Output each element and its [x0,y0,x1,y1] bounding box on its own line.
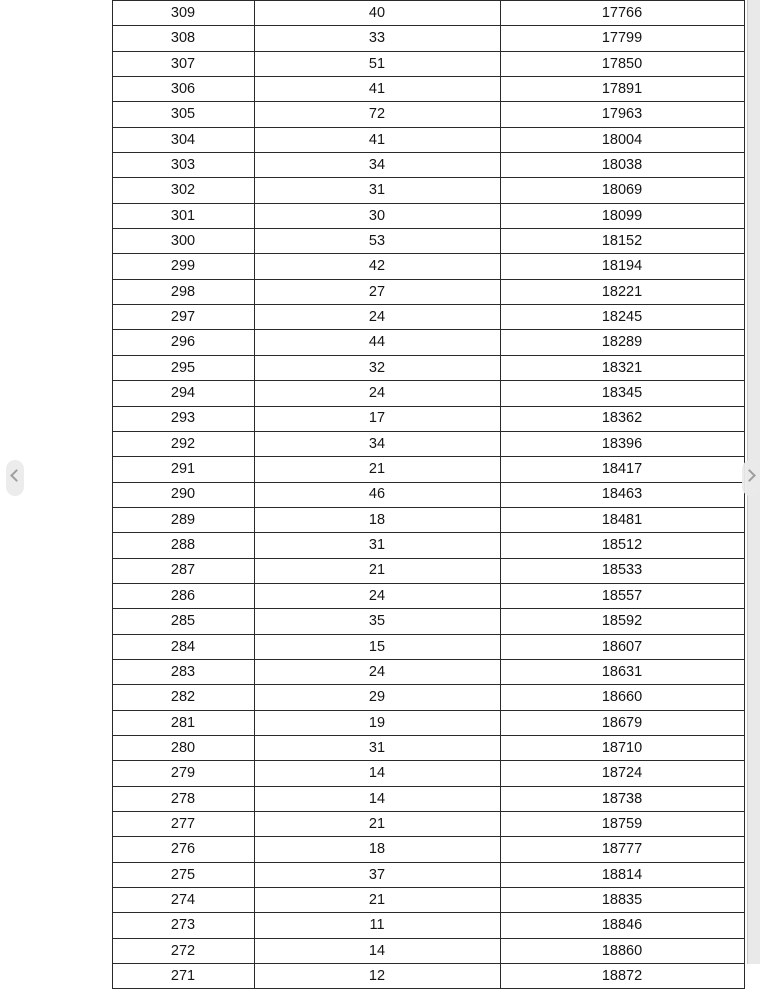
cumulative-cell: 18660 [500,685,744,710]
table-row [4,710,744,735]
cumulative-cell: 18860 [500,938,744,963]
score-cell: 280 [112,735,254,760]
table-row [4,330,744,355]
score-cell: 294 [112,381,254,406]
score-cell: 279 [112,761,254,786]
cumulative-cell: 18004 [500,127,744,152]
table-row [4,913,744,938]
count-cell: 19 [254,710,500,735]
count-cell: 14 [254,786,500,811]
cumulative-cell: 18724 [500,761,744,786]
row-margin-cell [4,812,112,837]
cumulative-cell: 18607 [500,634,744,659]
table-row [4,355,744,380]
row-margin-cell [4,710,112,735]
table-row [4,203,744,228]
score-cell: 287 [112,558,254,583]
cumulative-cell: 18759 [500,812,744,837]
score-cell: 284 [112,634,254,659]
count-cell: 17 [254,406,500,431]
cumulative-cell: 18152 [500,229,744,254]
row-margin-cell [4,431,112,456]
count-cell: 12 [254,964,500,989]
row-margin-cell [4,254,112,279]
row-margin-cell [4,786,112,811]
row-margin-cell [4,634,112,659]
count-cell: 51 [254,51,500,76]
table-row [4,964,744,989]
score-cell: 275 [112,862,254,887]
row-margin-cell [4,659,112,684]
table-row [4,254,744,279]
table-row [4,482,744,507]
row-margin-cell [4,381,112,406]
table-row [4,533,744,558]
cumulative-cell: 18289 [500,330,744,355]
cumulative-cell: 18417 [500,457,744,482]
table-row [4,1,744,26]
count-cell: 24 [254,305,500,330]
count-cell: 53 [254,229,500,254]
cumulative-cell: 18345 [500,381,744,406]
count-cell: 41 [254,127,500,152]
table-row [4,381,744,406]
row-margin-cell [4,1,112,26]
score-cell: 285 [112,609,254,634]
table-row [4,837,744,862]
cumulative-cell: 18512 [500,533,744,558]
row-margin-cell [4,609,112,634]
row-margin-cell [4,279,112,304]
score-cell: 286 [112,583,254,608]
count-cell: 14 [254,761,500,786]
score-cell: 306 [112,77,254,102]
count-cell: 14 [254,938,500,963]
count-cell: 31 [254,178,500,203]
score-cell: 271 [112,964,254,989]
score-cell: 277 [112,812,254,837]
table-row [4,888,744,913]
cumulative-cell: 18069 [500,178,744,203]
count-cell: 46 [254,482,500,507]
count-cell: 21 [254,457,500,482]
table-row [4,862,744,887]
chevron-right-icon [743,469,756,482]
table-row [4,786,744,811]
cumulative-cell: 18362 [500,406,744,431]
row-margin-cell [4,355,112,380]
score-cell: 299 [112,254,254,279]
score-cell: 296 [112,330,254,355]
cumulative-cell: 17891 [500,77,744,102]
count-cell: 24 [254,381,500,406]
score-cell: 289 [112,507,254,532]
table-row [4,659,744,684]
row-margin-cell [4,330,112,355]
score-cell: 283 [112,659,254,684]
cumulative-cell: 18814 [500,862,744,887]
table-row [4,305,744,330]
count-cell: 21 [254,888,500,913]
table-row [4,102,744,127]
row-margin-cell [4,77,112,102]
count-cell: 18 [254,837,500,862]
row-margin-cell [4,761,112,786]
cumulative-cell: 18463 [500,482,744,507]
cumulative-cell: 18038 [500,153,744,178]
score-cell: 308 [112,26,254,51]
table-row [4,229,744,254]
table-row [4,558,744,583]
score-distribution-table [4,0,745,989]
table-row [4,77,744,102]
chevron-left-icon [10,469,23,482]
score-cell: 309 [112,1,254,26]
table-row [4,153,744,178]
count-cell: 29 [254,685,500,710]
cumulative-cell: 18245 [500,305,744,330]
score-cell: 291 [112,457,254,482]
table-row [4,735,744,760]
table-row [4,431,744,456]
table-row [4,406,744,431]
count-cell: 42 [254,254,500,279]
row-margin-cell [4,735,112,760]
row-margin-cell [4,406,112,431]
table-row [4,583,744,608]
count-cell: 31 [254,735,500,760]
cumulative-cell: 18396 [500,431,744,456]
score-cell: 293 [112,406,254,431]
score-cell: 298 [112,279,254,304]
cumulative-cell: 18710 [500,735,744,760]
score-cell: 274 [112,888,254,913]
count-cell: 21 [254,812,500,837]
table-row [4,51,744,76]
table-row [4,127,744,152]
score-cell: 301 [112,203,254,228]
row-margin-cell [4,583,112,608]
cumulative-cell: 18777 [500,837,744,862]
cumulative-cell: 18221 [500,279,744,304]
row-margin-cell [4,178,112,203]
count-cell: 34 [254,153,500,178]
row-margin-cell [4,153,112,178]
cumulative-cell: 17850 [500,51,744,76]
table-row [4,812,744,837]
count-cell: 21 [254,558,500,583]
cumulative-cell: 18194 [500,254,744,279]
score-cell: 281 [112,710,254,735]
score-cell: 282 [112,685,254,710]
cumulative-cell: 17963 [500,102,744,127]
score-cell: 276 [112,837,254,862]
row-margin-cell [4,837,112,862]
row-margin-cell [4,558,112,583]
row-margin-cell [4,533,112,558]
count-cell: 31 [254,533,500,558]
row-margin-cell [4,507,112,532]
count-cell: 27 [254,279,500,304]
score-cell: 303 [112,153,254,178]
table-row [4,26,744,51]
cumulative-cell: 18592 [500,609,744,634]
table-row [4,761,744,786]
cumulative-cell: 17799 [500,26,744,51]
table-row [4,609,744,634]
row-margin-cell [4,127,112,152]
cumulative-cell: 18846 [500,913,744,938]
count-cell: 40 [254,1,500,26]
row-margin-cell [4,685,112,710]
table-row [4,938,744,963]
row-margin-cell [4,964,112,989]
score-cell: 300 [112,229,254,254]
score-cell: 307 [112,51,254,76]
count-cell: 24 [254,583,500,608]
table-row [4,279,744,304]
cumulative-cell: 18679 [500,710,744,735]
cumulative-cell: 18631 [500,659,744,684]
table-row [4,507,744,532]
score-cell: 295 [112,355,254,380]
count-cell: 44 [254,330,500,355]
cumulative-cell: 18481 [500,507,744,532]
count-cell: 33 [254,26,500,51]
row-margin-cell [4,862,112,887]
score-cell: 302 [112,178,254,203]
score-cell: 273 [112,913,254,938]
cumulative-cell: 18835 [500,888,744,913]
row-margin-cell [4,888,112,913]
next-page-button[interactable] [742,460,760,496]
row-margin-cell [4,305,112,330]
table-row [4,457,744,482]
count-cell: 34 [254,431,500,456]
count-cell: 37 [254,862,500,887]
table-row [4,634,744,659]
row-margin-cell [4,26,112,51]
count-cell: 30 [254,203,500,228]
row-margin-cell [4,51,112,76]
table-row [4,178,744,203]
cumulative-cell: 18099 [500,203,744,228]
prev-page-button[interactable] [6,460,24,496]
cumulative-cell: 18533 [500,558,744,583]
score-cell: 272 [112,938,254,963]
count-cell: 11 [254,913,500,938]
score-cell: 292 [112,431,254,456]
cumulative-cell: 18872 [500,964,744,989]
count-cell: 35 [254,609,500,634]
score-cell: 305 [112,102,254,127]
cumulative-cell: 18321 [500,355,744,380]
cumulative-cell: 17766 [500,1,744,26]
count-cell: 18 [254,507,500,532]
count-cell: 41 [254,77,500,102]
row-margin-cell [4,102,112,127]
count-cell: 24 [254,659,500,684]
count-cell: 72 [254,102,500,127]
row-margin-cell [4,229,112,254]
score-cell: 297 [112,305,254,330]
score-cell: 278 [112,786,254,811]
count-cell: 32 [254,355,500,380]
table-row [4,685,744,710]
cumulative-cell: 18557 [500,583,744,608]
count-cell: 15 [254,634,500,659]
score-cell: 290 [112,482,254,507]
score-cell: 304 [112,127,254,152]
row-margin-cell [4,913,112,938]
row-margin-cell [4,203,112,228]
row-margin-cell [4,938,112,963]
cumulative-cell: 18738 [500,786,744,811]
score-cell: 288 [112,533,254,558]
